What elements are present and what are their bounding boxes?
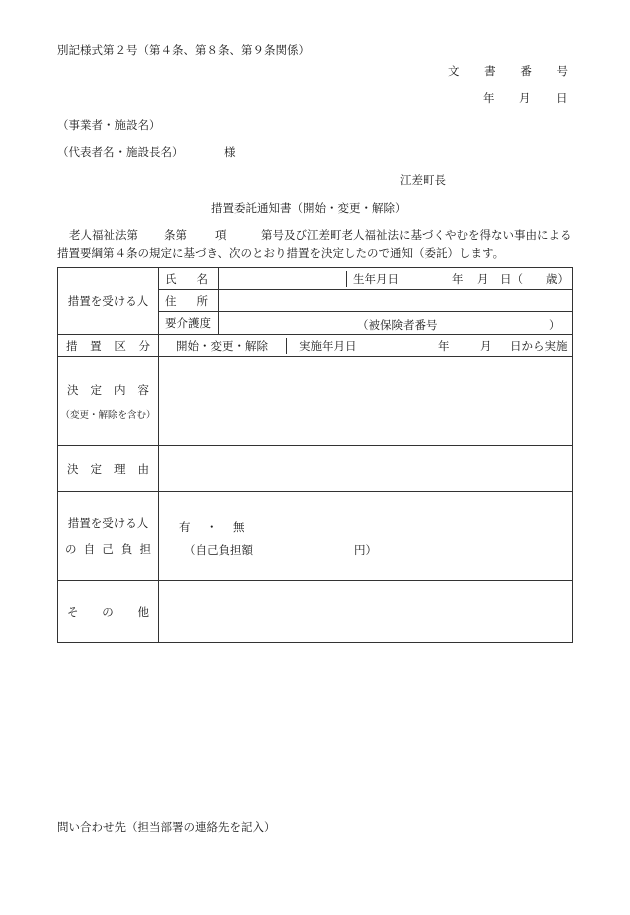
doc-number-char: 番 xyxy=(520,64,532,78)
category-value[interactable]: 開始・変更・解除 xyxy=(176,338,268,353)
doc-number-char: 書 xyxy=(484,64,496,78)
body-part: 第号及び江差町老人福祉法に基づくやむを得ない事由による xyxy=(261,228,572,242)
start-date-label: 実施年月日 xyxy=(286,338,372,354)
doc-number-char: 号 xyxy=(556,64,568,78)
reason-field[interactable] xyxy=(159,446,573,492)
date-year: 年 xyxy=(483,91,495,105)
category-cell xyxy=(159,335,573,357)
start-suffix: 日から実施 xyxy=(510,338,568,353)
burden-amount-label: （自己負担額 xyxy=(184,543,253,557)
document-title: 措置委託通知書（開始・変更・解除） xyxy=(211,201,407,215)
table-row xyxy=(58,581,573,643)
table-row xyxy=(58,335,573,357)
insured-number-label: （被保険者番号 xyxy=(357,318,438,332)
birth-label: 生年月日 xyxy=(346,271,409,287)
birth-year: 年 xyxy=(452,271,464,286)
date-day: 日 xyxy=(556,91,568,105)
burden-yes[interactable]: 有 xyxy=(179,520,191,534)
measure-form-table xyxy=(57,267,573,643)
burden-label: 措置を受ける人 の 自 己 負 担 xyxy=(58,492,159,581)
name-birth-cell xyxy=(219,268,573,290)
representative-label: （代表者名・施設長名） xyxy=(57,145,184,159)
decision-label: 決 定 内 容 （変更・解除を含む） xyxy=(58,357,159,446)
burden-amount-unit: 円） xyxy=(354,543,377,557)
table-row xyxy=(58,446,573,492)
reason-label: 決 定 理 由 xyxy=(58,446,159,492)
start-year: 年 xyxy=(438,338,450,353)
care-level-label: 要介護度 xyxy=(159,312,219,335)
body-line-2: 措置要綱第４条の規定に基づき、次のとおり措置を決定したので通知（委託）します。 xyxy=(57,246,505,260)
birth-day: 日（ xyxy=(500,271,523,286)
start-month: 月 xyxy=(480,338,492,353)
sender: 江差町長 xyxy=(400,173,446,187)
doc-number-char: 文 xyxy=(448,64,460,78)
table-row xyxy=(58,268,573,290)
birth-month: 月 xyxy=(477,271,489,286)
body-part: 条第 xyxy=(164,228,187,242)
table-row xyxy=(58,492,573,581)
body-part: 項 xyxy=(215,228,227,242)
care-level-field[interactable] xyxy=(219,312,573,335)
burden-field[interactable] xyxy=(159,492,573,581)
table-row xyxy=(58,357,573,446)
date-month: 月 xyxy=(519,91,531,105)
other-label: そ の 他 xyxy=(58,581,159,643)
address-label: 住 所 xyxy=(159,290,219,312)
person-label: 措置を受ける人 xyxy=(58,268,159,335)
name-label: 氏 名 xyxy=(159,268,219,290)
business-name-label: （事業者・施設名） xyxy=(57,118,161,132)
birth-age: 歳） xyxy=(546,271,569,286)
document-number-label xyxy=(448,66,568,78)
address-field[interactable] xyxy=(219,290,573,312)
burden-dot: ・ xyxy=(206,520,218,534)
honorific: 様 xyxy=(224,145,236,159)
insured-number-close: ） xyxy=(549,318,561,332)
category-label: 措 置 区 分 xyxy=(58,335,159,357)
decision-note: （変更・解除を含む） xyxy=(60,409,156,421)
other-field[interactable] xyxy=(159,581,573,643)
burden-no[interactable]: 無 xyxy=(233,520,245,534)
form-number: 別記様式第２号（第４条、第８条、第９条関係） xyxy=(57,43,310,57)
decision-field[interactable] xyxy=(159,357,573,446)
body-part: 老人福祉法第 xyxy=(69,228,138,242)
contact-info-label: 問い合わせ先（担当部署の連絡先を記入） xyxy=(57,820,276,834)
